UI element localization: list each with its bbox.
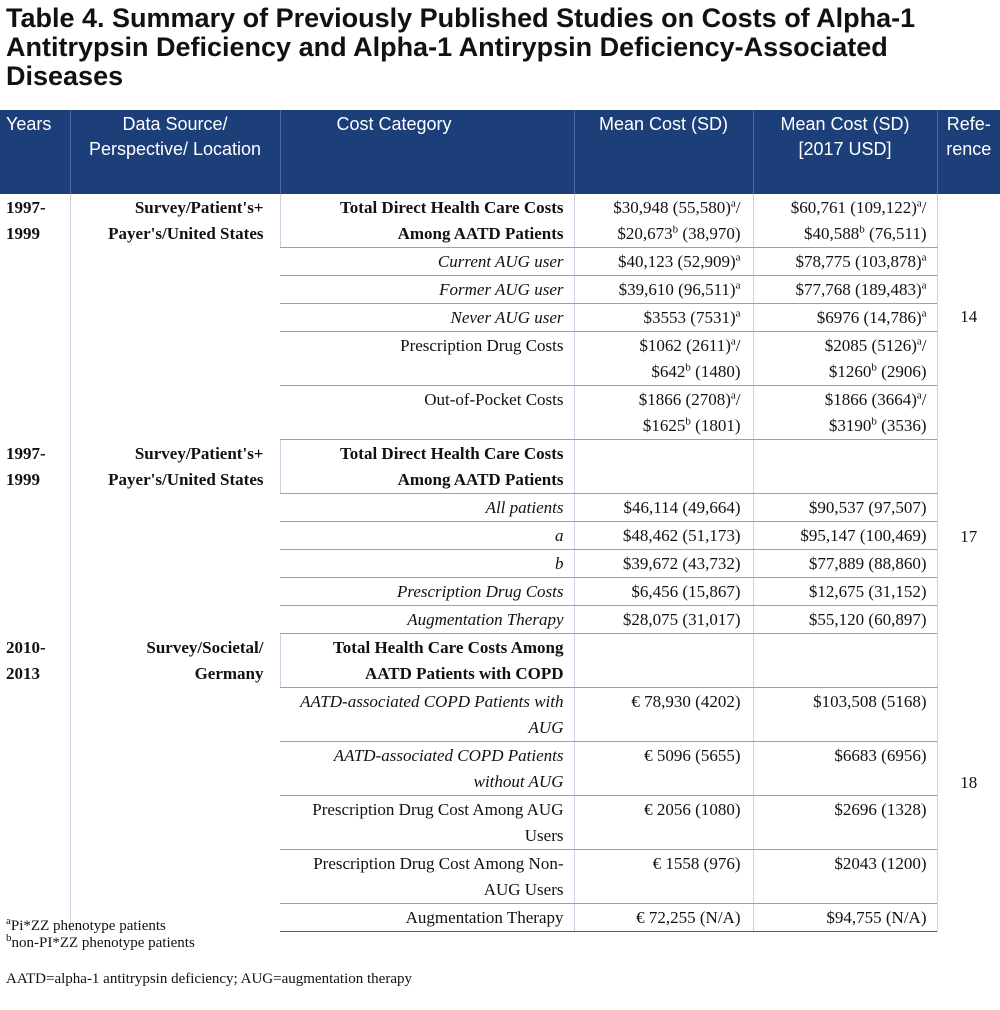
mean-cost-2017-cell: $2043 (1200) (753, 850, 937, 904)
cost-category-cell: Augmentation Therapy (280, 606, 574, 634)
mean-cost-cell: $46,114 (49,664) (574, 494, 753, 522)
years-cell: 1997- 1999 (6, 443, 46, 489)
cost-category-cell: Former AUG user (280, 276, 574, 304)
cost-category-cell: a (280, 522, 574, 550)
mean-cost-cell: $40,123 $(52,909)^a$ (574, 248, 753, 276)
mean-cost-cell: $3553 $(7531)^a$ (574, 304, 753, 332)
mean-cost-2017-cell: $2696 (1328) (753, 796, 937, 850)
cost-category-cell: Prescription Drug Costs (280, 578, 574, 606)
mean-cost-cell: € 72,255 (N/A) (574, 904, 753, 932)
mean-cost-2017-cell: $94,755 (N/A) (753, 904, 937, 932)
header-years: Years (0, 110, 70, 194)
years-cell: 1997- 1999 (6, 198, 46, 243)
mean-cost-2017-cell: $78,775 $(103,878)^a$ (753, 248, 937, 276)
table-title: Table 4. Summary of Previously Published Studies on Costs of Alpha-1 Antitrypsin Deficiency and Alpha-1 Antirypsin Deficiency-Associated Diseases (6, 3, 916, 91)
mean-cost-cell: € 78,930 (4202) (574, 688, 753, 742)
mean-cost-cell: $6,456 (15,867) (574, 578, 753, 606)
table-row (0, 634, 1000, 688)
mean-cost-cell: $39,672 (43,732) (574, 550, 753, 578)
cost-category-cell: Prescription Drug Cost Among AUG Users (280, 796, 574, 850)
cost-category-cell: Never AUG user (280, 304, 574, 332)
data-source-cell: Survey/Patient's+ Payer's/United States (70, 440, 280, 634)
mean-cost-cell: $1062 $(2611)^a/$ $642$^b$ (1480) (574, 332, 753, 386)
cost-category-cell: Total Direct Health Care Costs Among AATD Patients (280, 440, 574, 494)
mean-cost-2017-cell: $60,761 $(109,122)^a/$ $40,588$^b$ (76,511) (753, 194, 937, 248)
cost-category-cell: Augmentation Therapy (280, 904, 574, 932)
mean-cost-2017-cell: $77,889 (88,860) (753, 550, 937, 578)
cost-category-cell: All patients (280, 494, 574, 522)
reference-cell: 14 (937, 194, 1000, 440)
mean-cost-2017-cell: $12,675 (31,152) (753, 578, 937, 606)
table-row (0, 194, 1000, 248)
mean-cost-2017-cell: $1866 $(3664)^a/$ $3190$^b$ (3536) (753, 386, 937, 440)
mean-cost-2017-cell: $55,120 (60,897) (753, 606, 937, 634)
table-row (0, 440, 1000, 494)
cost-category-cell: Total Health Care Costs Among AATD Patients with COPD (280, 634, 574, 688)
data-source-cell: Survey/Societal/ Germany (70, 634, 280, 932)
mean-cost-2017-cell: $6976 $(14,786)^a$ (753, 304, 937, 332)
header-row (0, 110, 1000, 194)
header-mean-cost-2017: Mean Cost (SD) [2017 USD] (753, 110, 937, 194)
mean-cost-cell (574, 634, 753, 688)
header-data-source: Data Source/ Perspective/ Location (70, 110, 280, 194)
data-source-cell: Survey/Patient's+ Payer's/United States (70, 194, 280, 440)
mean-cost-cell: $39,610 $(96,511)^a$ (574, 276, 753, 304)
cost-category-cell: Out-of-Pocket Costs (280, 386, 574, 440)
cost-category-cell: AATD-associated COPD Patients with AUG (280, 688, 574, 742)
mean-cost-cell: $48,462 (51,173) (574, 522, 753, 550)
cost-category-cell: Prescription Drug Costs (280, 332, 574, 386)
mean-cost-2017-cell: $2085 $(5126)^a/$ $1260$^b$ (2906) (753, 332, 937, 386)
footnote-a: $^a$Pi*ZZ phenotype patients (6, 915, 166, 934)
cost-category-cell: Current AUG user (280, 248, 574, 276)
cost-category-cell: b (280, 550, 574, 578)
mean-cost-cell (574, 440, 753, 494)
header-mean-cost: Mean Cost (SD) (574, 110, 753, 194)
mean-cost-2017-cell: $103,508 (5168) (753, 688, 937, 742)
mean-cost-2017-cell (753, 440, 937, 494)
header-cost-category: Cost Category (280, 110, 574, 194)
mean-cost-2017-cell: $77,768 $(189,483)^a$ (753, 276, 937, 304)
cost-category-cell: Prescription Drug Cost Among Non-AUG Users (280, 850, 574, 904)
reference-cell: 18 (937, 634, 1000, 932)
cost-category-cell: Total Direct Health Care Costs Among AATD Patients (280, 194, 574, 248)
cost-summary-table (0, 110, 1000, 932)
abbreviations-note: AATD=alpha-1 antitrypsin deficiency; AUG=augmentation therapy (6, 971, 412, 987)
header-reference: Refe- rence (937, 110, 1000, 194)
mean-cost-cell: $30,948 $(55,580)^a/$ $20,673$^b$ (38,970) (574, 194, 753, 248)
mean-cost-2017-cell (753, 634, 937, 688)
mean-cost-2017-cell: $6683 (6956) (753, 742, 937, 796)
mean-cost-cell: € 2056 (1080) (574, 796, 753, 850)
years-cell: 2010- 2013 (6, 637, 46, 683)
mean-cost-cell: € 5096 (5655) (574, 742, 753, 796)
reference-cell: 17 (937, 440, 1000, 634)
mean-cost-2017-cell: $95,147 (100,469) (753, 522, 937, 550)
cost-category-cell: AATD-associated COPD Patients without AUG (280, 742, 574, 796)
mean-cost-cell: $1866 $(2708)^a/$ $1625$^b$ (1801) (574, 386, 753, 440)
mean-cost-2017-cell: $90,537 (97,507) (753, 494, 937, 522)
footnote-b: $^b$non-PI*ZZ phenotype patients (6, 932, 195, 951)
mean-cost-cell: $28,075 (31,017) (574, 606, 753, 634)
mean-cost-cell: € 1558 (976) (574, 850, 753, 904)
